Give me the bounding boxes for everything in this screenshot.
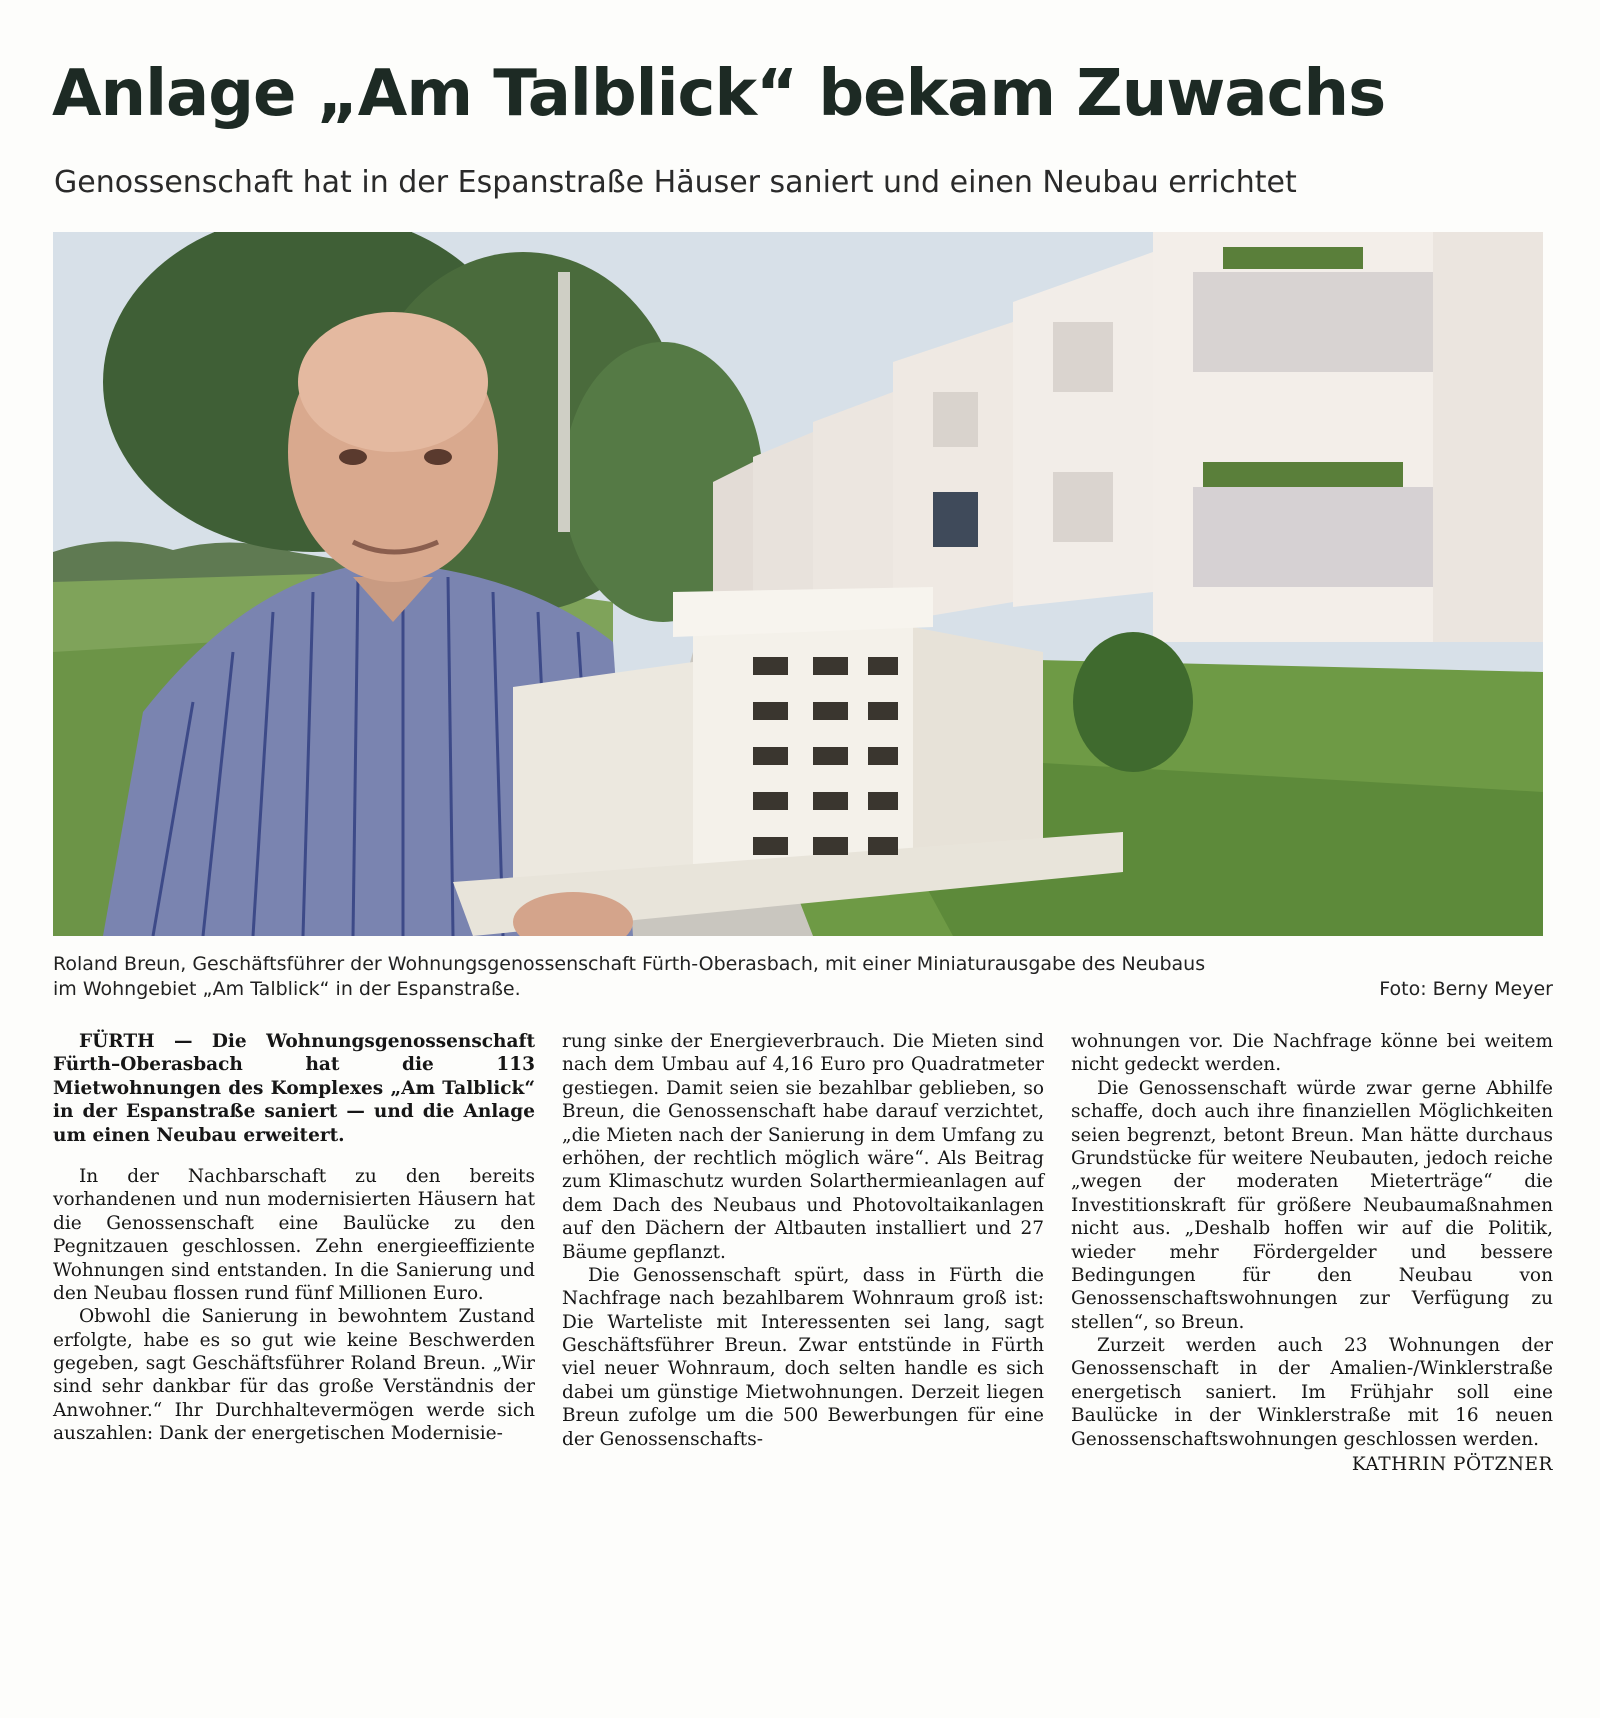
lead-paragraph: FÜRTH — Die Wohnungsgenossenschaft Fürth–Oberasbach hat die 113 Mietwohnungen des Komplexes „Am Talblick“ in der Espanstraße saniert — und die Anlage um einen Neubau erweitert. bbox=[53, 1031, 535, 1146]
paragraph: Obwohl die Sanierung in bewohntem Zustand erfolgte, habe es so gut wie keine Beschwerden gegeben, sagt Geschäftsführer Roland Breun. „Wir sind sehr dankbar für das große Verständnis der Anwohner.“ Ihr Durchhaltevermögen werde sich auszahlen: Dank der energetischen Modernisie- bbox=[53, 1306, 535, 1445]
column-1 bbox=[53, 1030, 535, 1670]
caption-line-2: im Wohngebiet „Am Talblick“ in der Espanstraße. bbox=[53, 977, 521, 1000]
paragraph: wohnungen vor. Die Nachfrage könne bei weitem nicht gedeckt werden. bbox=[1071, 1031, 1553, 1076]
column-2 bbox=[562, 1030, 1044, 1670]
author-byline: KATHRIN PÖTZNER bbox=[1351, 1454, 1553, 1476]
article-photo bbox=[53, 232, 1543, 936]
article-body bbox=[53, 1030, 1553, 1670]
photo-credit: Foto: Berny Meyer bbox=[1379, 978, 1553, 1000]
headline: Anlage „Am Talblick“ bekam Zuwachs bbox=[52, 57, 1386, 131]
caption-line-1: Roland Breun, Geschäftsführer der Wohnungsgenossenschaft Fürth-Oberasbach, mit einer Miniaturausgabe des Neubaus bbox=[53, 953, 1206, 975]
paragraph: Die Genossenschaft spürt, dass in Fürth die Nachfrage nach bezahlbarem Wohnraum groß ist: Die Warteliste mit Interessenten sei lang, sagt Geschäftsführer Breun. Zwar entstünde in Fürth viel neuer Wohnraum, doch selten handle es sich dabei um günstige Mietwohnungen. Derzeit liegen Breun zufolge um die 500 Bewerbungen für eine der Genossenschafts- bbox=[562, 1264, 1044, 1450]
photo-caption bbox=[53, 952, 1553, 1001]
column-3 bbox=[1071, 1030, 1553, 1670]
paragraph: Die Genossenschaft würde zwar gerne Abhilfe schaffe, doch auch ihre finanziellen Möglichkeiten seien begrenzt, betont Breun. Man hätte durchaus Grundstücke für weitere Neubauten, jedoch reiche „wegen der moderaten Mieterträge“ die Investitionskraft für größere Neubaumaßnahmen nicht aus. „Deshalb hoffen wir auf die Politik, wieder mehr Fördergelder und bessere Bedingungen für den Neubau von Genossenschaftswohnungen zur Verfügung zu stellen“, so Breun. bbox=[1071, 1077, 1553, 1333]
paragraph: In der Nachbarschaft zu den bereits vorhandenen und nun modernisierten Häusern hat die Genossenschaft eine Baulücke zu den Pegnitzauen geschlossen. Zehn energieeffiziente Wohnungen sind entstanden. In die Sanierung und den Neubau flossen rund fünf Millionen Euro. bbox=[53, 1165, 535, 1304]
paragraph: Zurzeit werden auch 23 Wohnungen der Genossenschaft in der Amalien-/Winklerstraße energetisch saniert. Im Frühjahr soll eine Baulücke in der Winklerstraße mit 16 neuen Genossenschaftswohnungen geschlossen werden. bbox=[1071, 1335, 1553, 1450]
subheadline: Genossenschaft hat in der Espanstraße Häuser saniert und einen Neubau errichtet bbox=[54, 165, 1297, 200]
paragraph: rung sinke der Energieverbrauch. Die Mieten sind nach dem Umbau auf 4,16 Euro pro Quadratmeter gestiegen. Damit seien sie bezahlbar geblieben, so Breun, die Genossenschaft habe darauf verzichtet, „die Mieten nach der Sanierung in dem Umfang zu erhöhen, der rechtlich möglich wäre“. Als Beitrag zum Klimaschutz wurden Solarthermieanlagen auf dem Dach des Neubaus und Photovoltaikanlagen auf den Dächern der Altbauten installiert und 27 Bäume gepflanzt. bbox=[562, 1031, 1044, 1263]
